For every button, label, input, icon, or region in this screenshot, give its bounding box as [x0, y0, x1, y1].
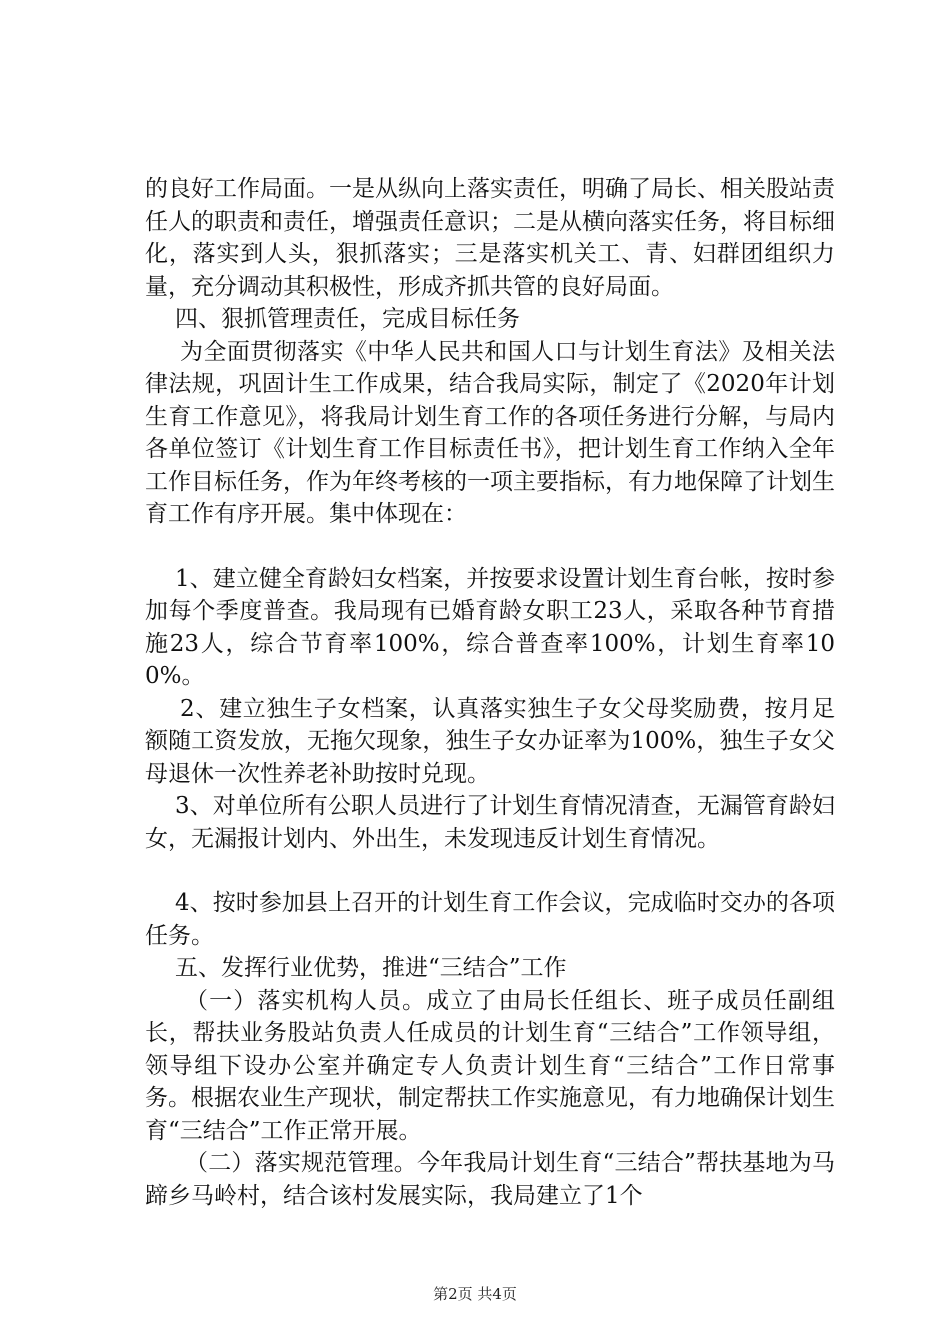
section-heading-5: 五、发挥行业优势，推进“三结合”工作: [175, 955, 567, 981]
document-body: [145, 173, 835, 1212]
list-item-1: 1、建立健全育龄妇女档案，并按要求设置计划生育台帐，按时参加每个季度普查。我局现有已婚育龄女职工23人，采取各种节育措施23人，综合节育率100%，综合普查率100%，计划生育率100%。: [145, 565, 835, 689]
subsection-1: （一）落实机构人员。成立了由局长任组长、班子成员任副组长，帮扶业务股站负责人任成员的计划生育“三结合”工作领导组，领导组下设办公室并确定专人负责计划生育“三结合”工作日常事务。根据农业生产现状，制定帮扶工作实施意见，有力地确保计划生育“三结合”工作正常开展。: [145, 987, 835, 1144]
paragraph-1: 的良好工作局面。一是从纵向上落实责任，明确了局长、相关股站责任人的职责和责任，增强责任意识；二是从横向落实任务，将目标细化，落实到人头，狠抓落实；三是落实机关工、青、妇群团组织力量，充分调动其积极性，形成齐抓共管的良好局面。: [145, 176, 835, 300]
page-footer: 第2页 共4页: [433, 1285, 517, 1303]
list-item-3: 3、对单位所有公职人员进行了计划生育情况清查，无漏管育龄妇女，无漏报计划内、外出生，未发现违反计划生育情况。: [145, 793, 835, 852]
section-heading-4: 四、狠抓管理责任，完成目标任务: [175, 306, 520, 332]
paragraph-intro: 为全面贯彻落实《中华人民共和国人口与计划生育法》及相关法律法规，巩固计生工作成果，结合我局实际，制定了《2020年计划生育工作意见》，将我局计划生育工作的各项任务进行分解，与局内各单位签订《计划生育工作目标责任书》，把计划生育工作纳入全年工作目标任务，作为年终考核的一项主要指标，有力地保障了计划生育工作有序开展。集中体现在：: [145, 338, 835, 527]
subsection-2: （二）落实规范管理。今年我局计划生育“三结合”帮扶基地为马蹄乡马岭村，结合该村发展实际，我局建立了1个: [145, 1150, 835, 1209]
list-item-4: 4、按时参加县上召开的计划生育工作会议，完成临时交办的各项任务。: [145, 890, 835, 949]
list-item-2: 2、建立独生子女档案，认真落实独生子女父母奖励费，按月足额随工资发放，无拖欠现象，独生子女办证率为100%，独生子女父母退休一次性养老补助按时兑现。: [145, 695, 835, 787]
